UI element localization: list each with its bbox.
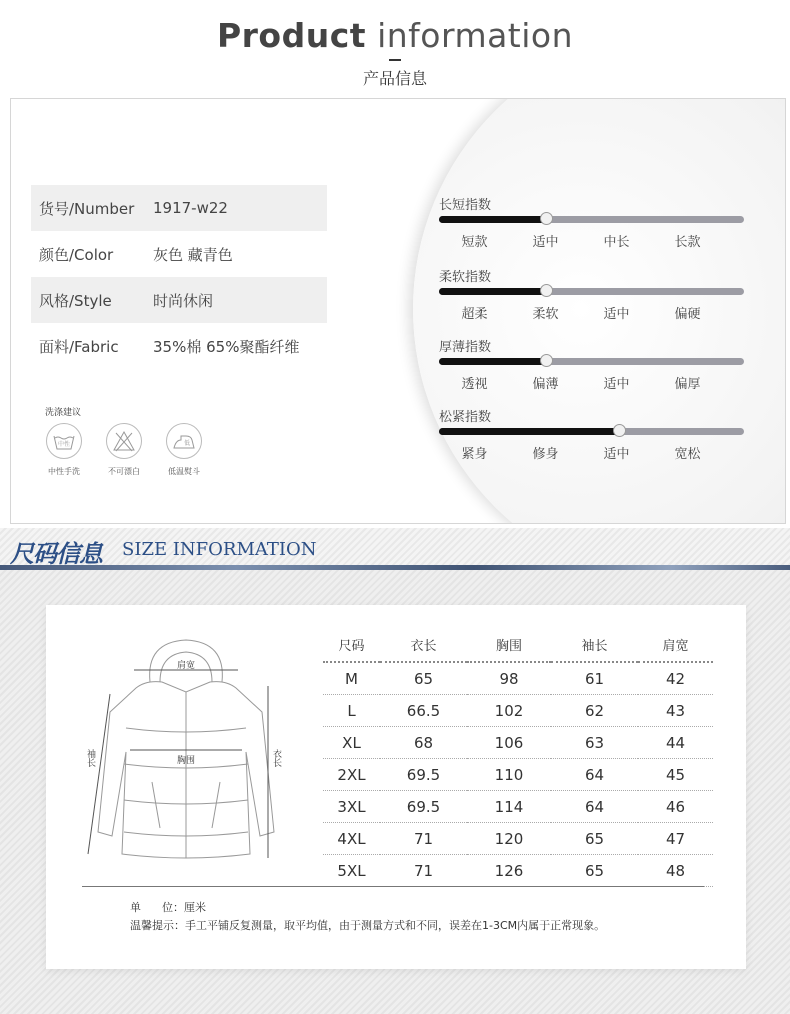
table-cell: 43 xyxy=(638,695,713,727)
table-cell: 45 xyxy=(638,759,713,791)
table-cell: 48 xyxy=(638,855,713,887)
product-attributes xyxy=(31,185,327,369)
table-cell: 68 xyxy=(380,727,467,759)
wash-label: 不可漂白 xyxy=(108,467,140,476)
attr-row-color xyxy=(31,231,327,277)
table-cell: 63 xyxy=(551,727,638,759)
gauge-track xyxy=(439,428,744,435)
notes-divider xyxy=(82,886,704,887)
col-header: 胸围 xyxy=(467,627,551,662)
attr-value: 灰色 藏青色 xyxy=(153,245,233,264)
gauge-knob xyxy=(540,212,553,225)
attr-key: 颜色/Color xyxy=(39,245,114,264)
col-header: 尺码 xyxy=(323,627,380,662)
gauge-thickness xyxy=(439,336,744,392)
attr-value: 1917-w22 xyxy=(153,199,228,217)
table-cell: 4XL xyxy=(323,823,380,855)
measurement-tip: 温馨提示：手工平铺反复测量，取平均值，由于测量方式和不同，误差在1-3CM内属于正常现象。 xyxy=(130,919,606,932)
page-title xyxy=(0,16,790,55)
attr-key: 货号/Number xyxy=(39,199,135,218)
table-cell: 46 xyxy=(638,791,713,823)
gauge-knob xyxy=(613,424,626,437)
gauge-mark: 长款 xyxy=(674,235,701,250)
table-row xyxy=(323,662,713,695)
page-subtitle: 产品信息 xyxy=(362,69,427,88)
table-row xyxy=(323,855,713,887)
table-cell: 71 xyxy=(380,855,467,887)
attr-value: 35%棉 65%聚酯纤维 xyxy=(153,337,300,356)
hand-wash-icon xyxy=(52,431,76,451)
gauge-track xyxy=(439,216,744,223)
gauge-mark: 偏厚 xyxy=(674,377,701,392)
gauge-mark: 短款 xyxy=(461,235,488,250)
attr-key: 风格/Style xyxy=(39,291,112,310)
gauge-title: 长短指数 xyxy=(439,198,492,213)
wash-label: 低温熨斗 xyxy=(168,467,200,476)
gauge-knob xyxy=(540,284,553,297)
table-cell: 5XL xyxy=(323,855,380,887)
sleeve-line xyxy=(88,694,110,854)
table-row xyxy=(323,791,713,823)
title-bold: Product xyxy=(216,16,367,55)
table-cell: 69.5 xyxy=(380,759,467,791)
table-cell: 44 xyxy=(638,727,713,759)
gauge-length xyxy=(439,194,744,250)
gauge-title: 松紧指数 xyxy=(439,410,492,425)
wash-instructions xyxy=(41,423,207,477)
title-divider xyxy=(389,59,401,61)
jacket-diagram xyxy=(76,632,296,872)
low-iron-mark: 低 xyxy=(183,440,191,447)
wash-item-bleach xyxy=(101,423,147,477)
gauge-fit xyxy=(439,406,744,462)
wash-item-iron xyxy=(161,423,207,477)
length-label: 衣长 xyxy=(271,749,281,767)
table-cell: 42 xyxy=(638,662,713,695)
table-row xyxy=(323,759,713,791)
table-cell: 3XL xyxy=(323,791,380,823)
table-cell: 65 xyxy=(551,823,638,855)
shoulder-label: 肩宽 xyxy=(176,661,196,671)
gauge-mark: 偏硬 xyxy=(674,307,701,322)
table-cell: 69.5 xyxy=(380,791,467,823)
table-row xyxy=(323,695,713,727)
table-cell: M xyxy=(323,662,380,695)
table-cell: 64 xyxy=(551,759,638,791)
gauge-mark: 紧身 xyxy=(461,447,488,462)
sleeve-label: 袖长 xyxy=(85,749,95,767)
table-cell: 120 xyxy=(467,823,551,855)
gauge-knob xyxy=(540,354,553,367)
wash-label: 中性手洗 xyxy=(48,467,80,476)
col-header: 袖长 xyxy=(551,627,638,662)
gauge-mark: 超柔 xyxy=(461,307,488,322)
table-cell: 65 xyxy=(551,855,638,887)
table-cell: 71 xyxy=(380,823,467,855)
table-cell: 62 xyxy=(551,695,638,727)
low-iron-icon xyxy=(171,432,197,450)
table-cell: 65 xyxy=(380,662,467,695)
gauge-fill xyxy=(439,358,546,365)
attr-row-fabric xyxy=(31,323,327,369)
gauge-mark: 透视 xyxy=(461,377,488,392)
title-light: information xyxy=(377,16,574,55)
gauge-mark: 宽松 xyxy=(674,447,701,462)
table-cell: 106 xyxy=(467,727,551,759)
gauge-softness xyxy=(439,266,744,322)
hand-wash-mark: 中性 xyxy=(57,441,71,448)
table-cell: 98 xyxy=(467,662,551,695)
chest-label: 胸围 xyxy=(176,756,196,766)
product-info-panel xyxy=(10,98,786,524)
size-title-en: SIZE INFORMATION xyxy=(122,539,317,560)
table-cell: 47 xyxy=(638,823,713,855)
table-cell: XL xyxy=(323,727,380,759)
table-cell: 110 xyxy=(467,759,551,791)
col-header: 衣长 xyxy=(380,627,467,662)
gauge-title: 厚薄指数 xyxy=(439,340,492,355)
gauge-mark: 偏薄 xyxy=(532,377,559,392)
no-bleach-icon xyxy=(112,430,136,452)
gauge-mark: 中长 xyxy=(603,235,630,250)
table-cell: 2XL xyxy=(323,759,380,791)
gauge-track xyxy=(439,358,744,365)
size-table-header xyxy=(323,627,713,662)
wash-title: 洗涤建议 xyxy=(45,408,82,418)
unit-note: 单 位：厘米 xyxy=(130,901,206,914)
attr-row-number xyxy=(31,185,327,231)
wash-item-hand xyxy=(41,423,87,477)
gauge-mark: 适中 xyxy=(603,377,630,392)
gauge-mark: 适中 xyxy=(532,235,559,250)
col-header: 肩宽 xyxy=(638,627,713,662)
table-cell: L xyxy=(323,695,380,727)
table-cell: 114 xyxy=(467,791,551,823)
gauge-mark: 适中 xyxy=(603,307,630,322)
table-row xyxy=(323,727,713,759)
gauge-mark: 柔软 xyxy=(532,307,559,322)
table-cell: 102 xyxy=(467,695,551,727)
gauge-fill xyxy=(439,288,546,295)
gauge-fill xyxy=(439,428,619,435)
table-cell: 64 xyxy=(551,791,638,823)
table-row xyxy=(323,823,713,855)
attr-value: 时尚休闲 xyxy=(153,291,214,310)
gauge-title: 柔软指数 xyxy=(439,270,492,285)
size-table xyxy=(323,627,713,887)
table-cell: 61 xyxy=(551,662,638,695)
attr-key: 面料/Fabric xyxy=(39,337,119,356)
attr-row-style xyxy=(31,277,327,323)
table-cell: 66.5 xyxy=(380,695,467,727)
size-title-cn: 尺码信息 xyxy=(10,540,102,568)
table-cell: 126 xyxy=(467,855,551,887)
gauge-mark: 适中 xyxy=(603,447,630,462)
gauge-fill xyxy=(439,216,546,223)
gauge-track xyxy=(439,288,744,295)
gauge-mark: 修身 xyxy=(532,447,559,462)
